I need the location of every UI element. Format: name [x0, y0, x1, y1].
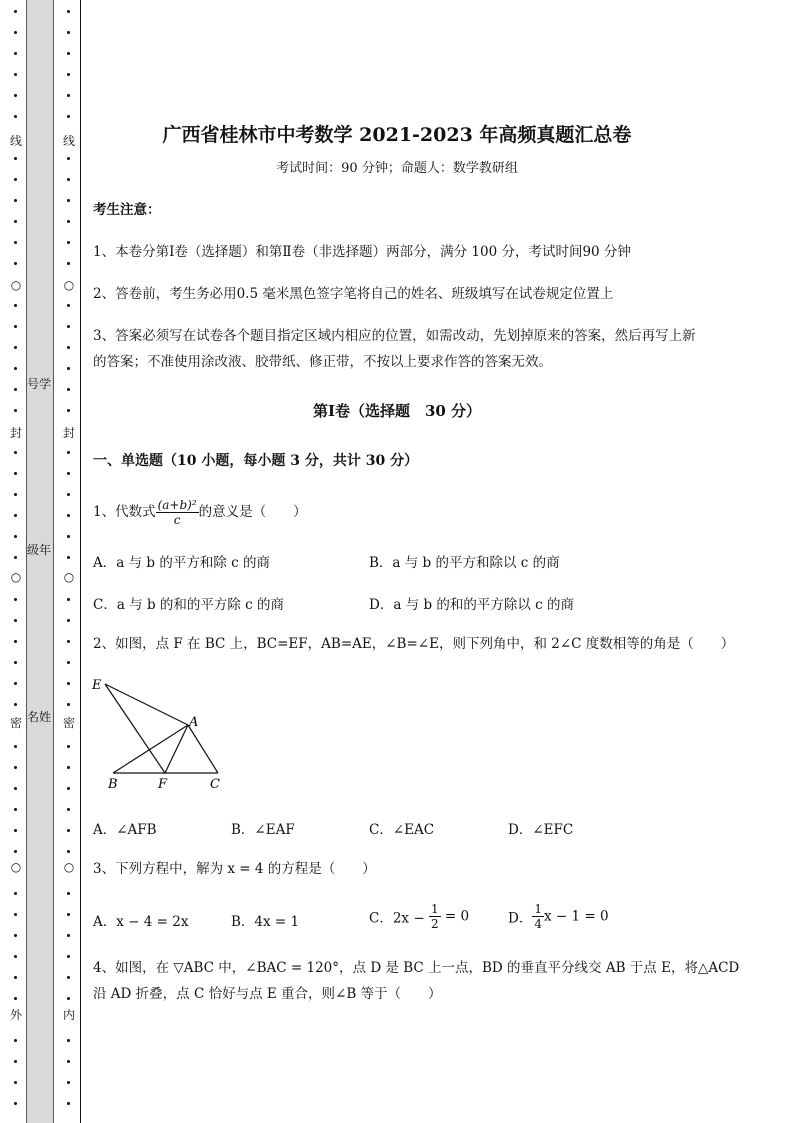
inner-dot — [67, 619, 70, 622]
inner-dot — [67, 514, 70, 517]
question-1-stem: 1、代数式 $\frac{\text{(a+b)²}}{c}$ 的意义是（ ） — [93, 498, 307, 527]
inner-circle-mark: ○ — [63, 278, 75, 292]
outer-dot — [14, 682, 17, 685]
inner-dot — [67, 976, 70, 979]
question-2-stem: 2、如图，点 F 在 BC 上，BC=EF，AB=AE，∠B=∠E，则下列角中，和 2∠C 度数相等的角是（ ） — [93, 636, 735, 652]
notice-item-3: 3、答案必须写在试卷各个题目指定区域内相应的位置，如需改动，先划掉原来的答案，然后再写上新 — [93, 328, 696, 344]
outer-dot — [14, 367, 17, 370]
outer-dot — [14, 1060, 17, 1063]
q1-fraction: $\frac{\text{(a+b)²}}{c}$ — [157, 498, 197, 527]
inner-dot — [67, 304, 70, 307]
inner-dot — [67, 325, 70, 328]
outer-dot — [14, 997, 17, 1000]
q1-option-a[interactable]: A．a 与 b 的平方和除 c 的商 — [93, 555, 270, 571]
student-number-label: 号学 — [26, 377, 51, 391]
question-4-line-2: 沿 AD 折叠，点 C 恰好与点 E 重合，则∠B 等于（ ） — [93, 986, 442, 1002]
outer-dot — [14, 955, 17, 958]
inner-dot — [67, 262, 70, 265]
outer-dot — [14, 934, 17, 937]
outer-dot — [14, 745, 17, 748]
outer-dot — [14, 262, 17, 265]
notice-item-1: 1、本卷分第Ⅰ卷（选择题）和第Ⅱ卷（非选择题）两部分，满分 100 分，考试时间90 分钟 — [93, 244, 631, 260]
inner-cut-label: 内 — [62, 1008, 75, 1022]
outer-dot — [14, 241, 17, 244]
q1-option-d[interactable]: D．a 与 b 的和的平方除以 c 的商 — [369, 597, 575, 613]
inner-dot — [67, 220, 70, 223]
inner-dot — [67, 913, 70, 916]
outer-dot — [14, 178, 17, 181]
outer-dot — [14, 892, 17, 895]
outer-dot — [14, 472, 17, 475]
part1-title: 第Ⅰ卷（选择题 30 分） — [312, 402, 482, 420]
outer-cut-label: 外 — [9, 1008, 22, 1022]
inner-dot — [67, 52, 70, 55]
question-4-line-1: 4、如图，在 ▽ABC 中，∠BAC = 120°，点 D 是 BC 上一点，BD 的垂直平分线交 AB 于点 E，将△ACD — [93, 960, 740, 976]
inner-dot — [67, 241, 70, 244]
inner-dot — [67, 388, 70, 391]
inner-dot — [67, 493, 70, 496]
notice-item-2: 2、答卷前，考生务必用0.5 毫米黑色签字笔将自己的姓名、班级填写在试卷规定位置上 — [93, 286, 614, 302]
inner-dot — [67, 850, 70, 853]
inner-dot — [67, 745, 70, 748]
inner-dot — [67, 661, 70, 664]
q1-option-c[interactable]: C．a 与 b 的和的平方除 c 的商 — [93, 597, 285, 613]
outer-circle-mark: ○ — [10, 860, 22, 874]
outer-dot — [14, 850, 17, 853]
name-label: 名姓 — [26, 710, 51, 724]
inner-dot — [67, 472, 70, 475]
outer-dot — [14, 1102, 17, 1105]
inner-dot — [67, 892, 70, 895]
notice-item-3-cont: 的答案；不准使用涂改液、胶带纸、修正带，不按以上要求作答的答案无效。 — [93, 354, 552, 370]
inner-dot — [67, 640, 70, 643]
inner-dot — [67, 556, 70, 559]
inner-dot — [67, 703, 70, 706]
inner-dot — [67, 1039, 70, 1042]
outer-dot — [14, 220, 17, 223]
q3-option-a[interactable]: A．x − 4 = 2x — [93, 914, 189, 930]
outer-dot — [14, 52, 17, 55]
inner-dot — [67, 94, 70, 97]
inner-dot — [67, 1081, 70, 1084]
outer-dot — [14, 493, 17, 496]
inner-cut-label: 密 — [62, 716, 75, 730]
outer-dot — [14, 556, 17, 559]
section-title: 一、单选题（10 小题，每小题 3 分，共计 30 分） — [93, 453, 419, 469]
inner-dot — [67, 1102, 70, 1105]
exam-title: 广西省桂林市中考数学 2021-2023 年高频真题汇总卷 — [162, 124, 632, 146]
inner-circle-mark: ○ — [63, 570, 75, 584]
inner-dot — [67, 808, 70, 811]
inner-dot — [67, 766, 70, 769]
q2-option-b[interactable]: B．∠EAF — [231, 822, 295, 838]
inner-dot — [67, 997, 70, 1000]
inner-dot — [67, 73, 70, 76]
outer-dot — [14, 1081, 17, 1084]
label-e: E — [92, 678, 102, 693]
outer-dot — [14, 703, 17, 706]
inner-dot — [67, 367, 70, 370]
outer-cut-label: 线 — [9, 134, 22, 148]
outer-cut-label: 封 — [9, 426, 22, 440]
inner-dot — [67, 955, 70, 958]
inner-dot — [67, 829, 70, 832]
label-b: B — [108, 777, 118, 792]
label-a: A — [189, 715, 199, 730]
inner-circle-mark: ○ — [63, 860, 75, 874]
question-3-stem: 3、下列方程中，解为 x = 4 的方程是（ ） — [93, 861, 376, 877]
inner-dot — [67, 535, 70, 538]
outer-dot — [14, 325, 17, 328]
outer-dot — [14, 535, 17, 538]
inner-cut-label: 封 — [62, 426, 75, 440]
inner-dot — [67, 31, 70, 34]
inner-dot — [67, 598, 70, 601]
inner-dot — [67, 1060, 70, 1063]
outer-dot — [14, 829, 17, 832]
outer-cut-label: 密 — [9, 716, 22, 730]
q3-option-c[interactable]: C．2x − $\frac{1}{2}$ = 0 — [369, 902, 470, 931]
outer-dot — [14, 619, 17, 622]
outer-circle-mark: ○ — [10, 570, 22, 584]
outer-dot — [14, 661, 17, 664]
outer-dot — [14, 199, 17, 202]
outer-dot — [14, 31, 17, 34]
inner-dot — [67, 787, 70, 790]
outer-dot — [14, 640, 17, 643]
outer-dot — [14, 1039, 17, 1042]
outer-dot — [14, 388, 17, 391]
q3-option-d[interactable]: D． $\frac{1}{4}$ x − 1 = 0 — [508, 902, 609, 931]
outer-dot — [14, 115, 17, 118]
outer-dot — [14, 346, 17, 349]
outer-dot — [14, 451, 17, 454]
inner-dot — [67, 115, 70, 118]
q2-triangle-figure — [88, 672, 238, 796]
outer-dot — [14, 10, 17, 13]
inner-dot — [67, 934, 70, 937]
outer-dot — [14, 514, 17, 517]
exam-subtitle: 考试时间：90 分钟；命题人：数学教研组 — [276, 161, 518, 176]
inner-dot — [67, 178, 70, 181]
class-label: 级年 — [26, 543, 51, 557]
inner-dot — [67, 10, 70, 13]
q2-option-d[interactable]: D．∠EFC — [508, 822, 574, 838]
q2-option-a[interactable]: A．∠AFB — [93, 822, 157, 838]
q2-option-c[interactable]: C．∠EAC — [369, 822, 435, 838]
q1-option-b[interactable]: B．a 与 b 的平方和除以 c 的商 — [369, 555, 560, 571]
outer-dot — [14, 808, 17, 811]
outer-dot — [14, 787, 17, 790]
outer-dot — [14, 73, 17, 76]
outer-dot — [14, 976, 17, 979]
label-c: C — [210, 777, 220, 792]
outer-circle-mark: ○ — [10, 278, 22, 292]
outer-dot — [14, 94, 17, 97]
notice-heading: 考生注意： — [93, 202, 161, 218]
label-f: F — [158, 777, 168, 792]
q3-option-b[interactable]: B．4x = 1 — [231, 914, 300, 930]
outer-dot — [14, 913, 17, 916]
outer-dot — [14, 766, 17, 769]
inner-cut-label: 线 — [62, 134, 75, 148]
inner-dot — [67, 346, 70, 349]
outer-dot — [14, 304, 17, 307]
inner-dot — [67, 451, 70, 454]
inner-dot — [67, 199, 70, 202]
inner-dot — [67, 682, 70, 685]
outer-dot — [14, 598, 17, 601]
